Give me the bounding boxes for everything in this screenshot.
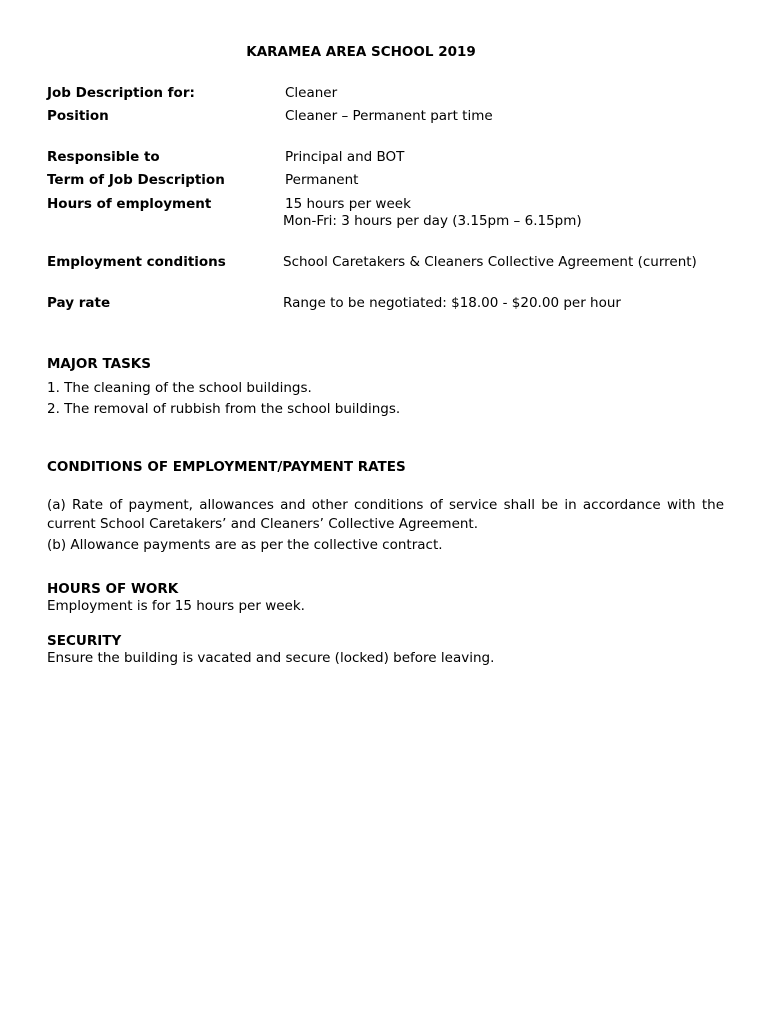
conditions-heading: CONDITIONS OF EMPLOYMENT/PAYMENT RATES bbox=[47, 459, 406, 475]
value-employment-conditions: School Caretakers & Cleaners Collective Agreement (current) bbox=[283, 254, 697, 270]
hours-of-work-text: Employment is for 15 hours per week. bbox=[47, 598, 305, 614]
value-hours-of-employment: 15 hours per week bbox=[285, 196, 411, 212]
list-item: 1. The cleaning of the school buildings. bbox=[47, 380, 312, 396]
label-job-description-for: Job Description for: bbox=[47, 85, 195, 101]
value-pay-rate: Range to be negotiated: $18.00 - $20.00 per hour bbox=[283, 295, 621, 311]
document-title: KARAMEA AREA SCHOOL 2019 bbox=[246, 44, 476, 60]
conditions-paragraph-a: (a) Rate of payment, allowances and other conditions of service shall be in accordance with the current School Caretakers’ and Cleaners’ Collective Agreement. bbox=[47, 497, 724, 532]
conditions-paragraph-b: (b) Allowance payments are as per the collective contract. bbox=[47, 537, 443, 553]
label-hours-of-employment: Hours of employment bbox=[47, 196, 212, 212]
hours-of-work-heading: HOURS OF WORK bbox=[47, 581, 179, 597]
label-pay-rate: Pay rate bbox=[47, 295, 111, 311]
security-heading: SECURITY bbox=[47, 633, 122, 649]
security-text: Ensure the building is vacated and secure (locked) before leaving. bbox=[47, 650, 495, 666]
value-position: Cleaner – Permanent part time bbox=[285, 108, 493, 124]
value-term: Permanent bbox=[285, 172, 359, 188]
value-responsible-to: Principal and BOT bbox=[285, 149, 405, 165]
major-tasks-heading: MAJOR TASKS bbox=[47, 356, 151, 372]
value-job-description-for: Cleaner bbox=[285, 85, 338, 101]
list-item: 2. The removal of rubbish from the school buildings. bbox=[47, 401, 401, 417]
value-hours-schedule: Mon-Fri: 3 hours per day (3.15pm – 6.15pm) bbox=[283, 213, 582, 229]
label-term: Term of Job Description bbox=[47, 172, 225, 188]
label-position: Position bbox=[47, 108, 109, 124]
label-responsible-to: Responsible to bbox=[47, 149, 160, 165]
label-employment-conditions: Employment conditions bbox=[47, 254, 226, 270]
